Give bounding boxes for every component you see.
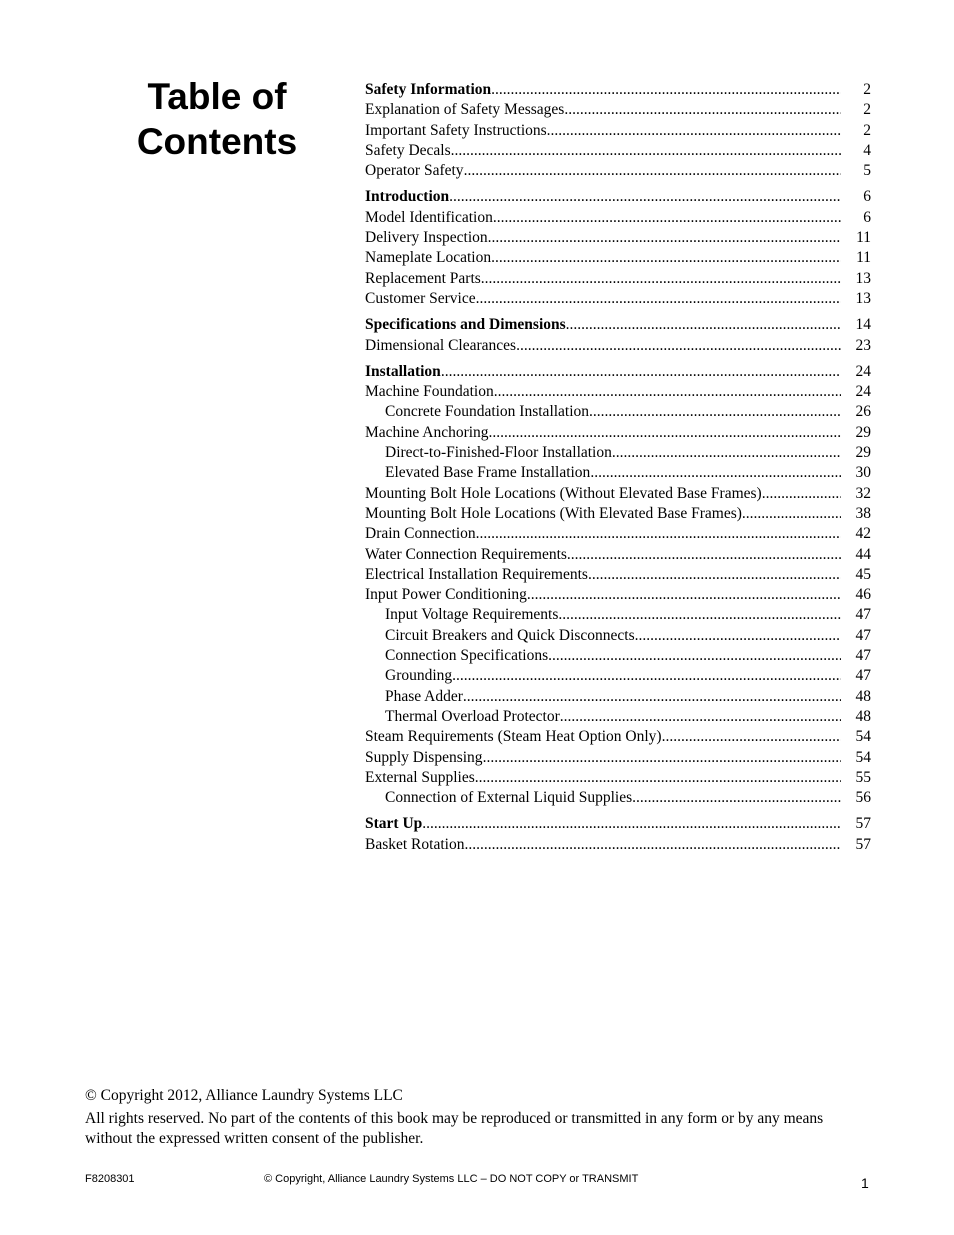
toc-page-number: 24: [855, 362, 871, 380]
table-of-contents: [365, 80, 871, 861]
toc-page-number: 45: [855, 565, 871, 583]
toc-entry-label: Machine Foundation: [365, 383, 494, 401]
toc-entry-label: Mounting Bolt Hole Locations (With Elevated Base Frames): [365, 504, 742, 522]
toc-entry-label: Installation: [365, 362, 441, 380]
toc-subentry[interactable]: [365, 666, 871, 686]
toc-entry-label: Introduction: [365, 188, 450, 206]
toc-entry[interactable]: [365, 524, 871, 544]
toc-entry-label: Customer Service: [365, 289, 476, 307]
toc-entry-label: Machine Anchoring: [365, 423, 489, 441]
toc-entry[interactable]: [365, 336, 871, 356]
toc-subentry[interactable]: [365, 463, 871, 483]
toc-entry-label: Input Power Conditioning: [365, 586, 527, 604]
toc-entry-label: Circuit Breakers and Quick Disconnects: [385, 626, 635, 644]
toc-entry[interactable]: [365, 100, 871, 120]
toc-entry-label: Mounting Bolt Hole Locations (Without Elevated Base Frames): [365, 484, 762, 502]
toc-subentry[interactable]: [365, 605, 871, 625]
toc-entry-label: Model Identification: [365, 208, 493, 226]
toc-entry-label: Drain Connection: [365, 525, 476, 543]
toc-page-number: 2: [863, 101, 871, 119]
toc-entry[interactable]: [365, 382, 871, 402]
toc-page-number: 46: [855, 586, 871, 604]
toc-page-number: 47: [855, 626, 871, 644]
toc-entry-label: Input Voltage Requirements: [385, 606, 559, 624]
toc-section: [365, 80, 871, 181]
dot-leader: [488, 228, 841, 248]
toc-entry[interactable]: [365, 835, 871, 855]
toc-entry[interactable]: [365, 121, 871, 141]
toc-entry[interactable]: [365, 423, 871, 443]
toc-page-number: 14: [855, 316, 871, 334]
toc-subentry[interactable]: [365, 402, 871, 422]
dot-leader: [464, 161, 841, 181]
dot-leader: [590, 463, 841, 483]
footer-copyright-notice: © Copyright, Alliance Laundry Systems LLC – DO NOT COPY or TRANSMIT: [264, 1173, 639, 1185]
dot-leader: [483, 748, 841, 768]
toc-entry[interactable]: [365, 228, 871, 248]
toc-section-heading[interactable]: [365, 187, 871, 207]
toc-page-number: 11: [856, 229, 871, 247]
toc-page-number: 11: [856, 249, 871, 267]
dot-leader: [742, 504, 841, 524]
dot-leader: [476, 289, 841, 309]
toc-page-number: 23: [855, 336, 871, 354]
toc-entry-label: Water Connection Requirements: [365, 545, 567, 563]
toc-page-number: 26: [855, 403, 871, 421]
page-title-line1: Table of: [147, 76, 287, 117]
toc-entry-label: Basket Rotation: [365, 835, 465, 853]
toc-section: [365, 814, 871, 855]
toc-page-number: 44: [855, 545, 871, 563]
toc-page-number: 56: [855, 789, 871, 807]
toc-entry[interactable]: [365, 289, 871, 309]
toc-entry-label: Nameplate Location: [365, 249, 492, 267]
toc-page-number: 29: [855, 444, 871, 462]
dot-leader: [422, 814, 841, 834]
footer-page-number: 1: [861, 1175, 869, 1191]
dot-leader: [491, 80, 841, 100]
toc-entry-label: Electrical Installation Requirements: [365, 565, 588, 583]
toc-entry[interactable]: [365, 768, 871, 788]
toc-page-number: 13: [855, 269, 871, 287]
toc-page-number: 5: [863, 162, 871, 180]
toc-section: [365, 315, 871, 356]
toc-entry[interactable]: [365, 504, 871, 524]
toc-page-number: 47: [855, 667, 871, 685]
dot-leader: [635, 626, 841, 646]
toc-page-number: 42: [855, 525, 871, 543]
toc-page-number: 47: [855, 647, 871, 665]
page-title-line2: Contents: [136, 121, 298, 162]
dot-leader: [463, 687, 841, 707]
dot-leader: [464, 835, 841, 855]
toc-subentry[interactable]: [365, 707, 871, 727]
toc-entry-label: Steam Requirements (Steam Heat Option Only): [365, 728, 662, 746]
dot-leader: [566, 315, 841, 335]
toc-page-number: 54: [855, 728, 871, 746]
dot-leader: [527, 585, 841, 605]
toc-entry-label: Connection Specifications: [385, 647, 549, 665]
toc-page-number: 57: [855, 835, 871, 853]
toc-subentry[interactable]: [365, 788, 871, 808]
toc-entry[interactable]: [365, 565, 871, 585]
dot-leader: [449, 187, 841, 207]
toc-subentry[interactable]: [365, 443, 871, 463]
toc-page-number: 4: [863, 141, 871, 159]
dot-leader: [494, 382, 841, 402]
toc-entry[interactable]: [365, 161, 871, 181]
dot-leader: [612, 443, 841, 463]
dot-leader: [547, 121, 841, 141]
toc-entry-label: Safety Information: [365, 81, 492, 98]
toc-entry[interactable]: [365, 727, 871, 747]
toc-section-heading[interactable]: [365, 315, 871, 335]
toc-entry-label: Specifications and Dimensions: [365, 316, 566, 334]
dot-leader: [560, 707, 841, 727]
toc-subentry[interactable]: [365, 646, 871, 666]
toc-entry[interactable]: [365, 748, 871, 768]
toc-page-number: 2: [863, 81, 871, 98]
toc-page-number: 32: [855, 484, 871, 502]
copyright-line: © Copyright 2012, Alliance Laundry Systems LLC: [85, 1087, 403, 1104]
toc-entry-label: Delivery Inspection: [365, 229, 488, 247]
toc-entry-label: Start Up: [365, 815, 423, 833]
toc-entry-label: Connection of External Liquid Supplies: [385, 789, 633, 807]
toc-entry-label: Explanation of Safety Messages: [365, 101, 565, 119]
toc-entry[interactable]: [365, 585, 871, 605]
dot-leader: [493, 208, 841, 228]
dot-leader: [662, 727, 841, 747]
toc-entry-label: Replacement Parts: [365, 269, 481, 287]
toc-page-number: 24: [855, 383, 871, 401]
toc-entry-label: Grounding: [385, 667, 453, 685]
dot-leader: [475, 768, 841, 788]
toc-page-number: 6: [863, 208, 871, 226]
toc-page-number: 47: [855, 606, 871, 624]
toc-entry-label: Elevated Base Frame Installation: [385, 464, 591, 482]
toc-entry[interactable]: [365, 208, 871, 228]
toc-entry-label: Direct-to-Finished-Floor Installation: [385, 444, 612, 462]
page-title: [106, 74, 328, 164]
toc-page-number: 2: [863, 121, 871, 139]
dot-leader: [441, 362, 841, 382]
dot-leader: [632, 788, 841, 808]
toc-entry[interactable]: [365, 269, 871, 289]
toc-entry-label: Safety Decals: [365, 141, 451, 159]
dot-leader: [564, 100, 841, 120]
toc-entry[interactable]: [365, 248, 871, 268]
toc-page-number: 48: [855, 687, 871, 705]
toc-entry-label: External Supplies: [365, 768, 475, 786]
toc-section: [365, 187, 871, 309]
toc-page-number: 54: [855, 748, 871, 766]
dot-leader: [476, 524, 841, 544]
toc-section-heading[interactable]: [365, 80, 871, 100]
toc-entry[interactable]: [365, 484, 871, 504]
dot-leader: [558, 605, 841, 625]
dot-leader: [548, 646, 841, 666]
toc-section: [365, 362, 871, 809]
dot-leader: [589, 402, 841, 422]
rights-statement: All rights reserved. No part of the contents of this book may be reproduced or transmitted in any form or by any means without the expressed written consent of the publisher.: [85, 1110, 824, 1147]
dot-leader: [516, 336, 841, 356]
toc-section-heading[interactable]: [365, 814, 871, 834]
toc-subentry[interactable]: [365, 626, 871, 646]
dot-leader: [567, 545, 841, 565]
dot-leader: [451, 141, 841, 161]
toc-page-number: 30: [855, 464, 871, 482]
dot-leader: [491, 248, 841, 268]
toc-page-number: 29: [855, 423, 871, 441]
toc-page-number: 38: [855, 504, 871, 522]
toc-page-number: 13: [855, 289, 871, 307]
toc-page-number: 55: [855, 768, 871, 786]
dot-leader: [481, 269, 841, 289]
toc-entry-label: Thermal Overload Protector: [385, 707, 560, 725]
toc-subentry[interactable]: [365, 687, 871, 707]
toc-entry-label: Operator Safety: [365, 162, 464, 180]
footer-document-code: F8208301: [85, 1173, 135, 1185]
dot-leader: [762, 484, 841, 504]
toc-page-number: 48: [855, 707, 871, 725]
toc-page-number: 6: [863, 188, 871, 206]
toc-entry-label: Phase Adder: [385, 687, 463, 705]
dot-leader: [588, 565, 841, 585]
toc-page-number: 57: [855, 815, 871, 833]
toc-entry-label: Concrete Foundation Installation: [385, 403, 590, 421]
toc-entry-label: Supply Dispensing: [365, 748, 483, 766]
toc-section-heading[interactable]: [365, 362, 871, 382]
toc-entry[interactable]: [365, 545, 871, 565]
dot-leader: [489, 423, 841, 443]
toc-entry[interactable]: [365, 141, 871, 161]
dot-leader: [452, 666, 841, 686]
toc-entry-label: Important Safety Instructions: [365, 121, 547, 139]
toc-entry-label: Dimensional Clearances: [365, 336, 517, 354]
copyright-notice: [85, 1086, 865, 1149]
